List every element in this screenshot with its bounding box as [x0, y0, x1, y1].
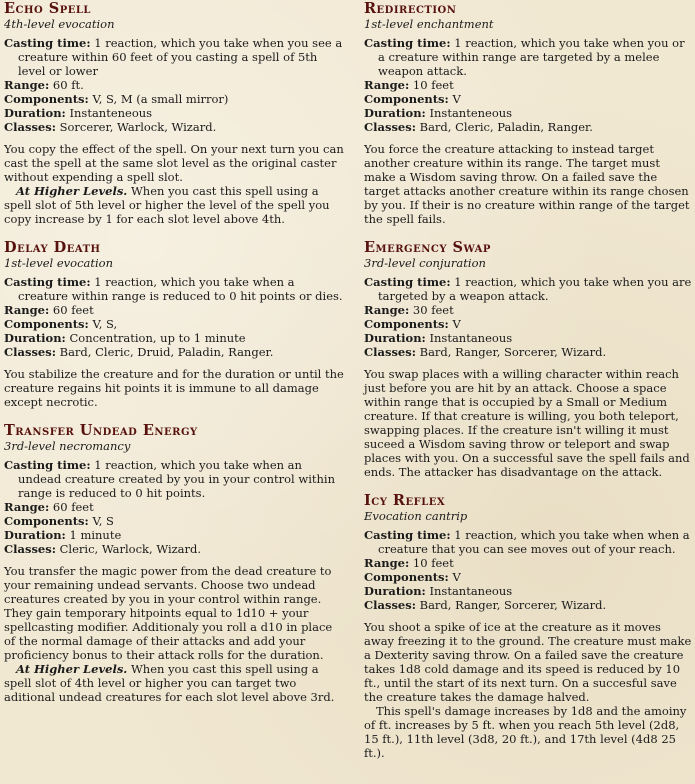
spell-transfer-undead-energy	[4, 423, 344, 704]
spell-level: 4th-level evocation	[4, 17, 115, 31]
right-column	[364, 1, 694, 774]
duration-label: Duration:	[364, 584, 426, 598]
classes-value: Sorcerer, Warlock, Wizard.	[59, 120, 217, 134]
spell-description	[364, 142, 694, 226]
range	[364, 78, 694, 92]
range	[364, 303, 694, 317]
description-paragraph: You transfer the magic power from the dead creature to your remaining undead servants. Choose two undead creatures created by you in your control within range. They gain temporary hitpoints equal to 1d10 + your spellcasting modifier. Additionaly you roll a d10 in place of the normal damage of their attacks and add your proficiency bonus to their attack rolls for the duration.	[4, 564, 333, 662]
casting-time	[4, 458, 344, 500]
cantrip-scaling-paragraph: This spell's damage increases by 1d8 and the amoiny of ft. increases by 5 ft. when you reach 5th level (2d8, 15 ft.), 11th level (3d8, 20 ft.), and 17th level (4d8 25 ft.).	[364, 704, 687, 760]
classes	[364, 120, 694, 134]
range-value: 60 feet	[52, 500, 94, 514]
range-value: 10 feet	[412, 556, 454, 570]
casting-time-value: 1 reaction, which you take when you see a creature within 60 feet of you casting a spell of 5th level or lower	[18, 36, 343, 78]
casting-time-label: Casting time:	[364, 36, 451, 50]
spell-level: 3rd-level necromancy	[4, 439, 131, 453]
spell-name: Icy Reflex	[364, 492, 446, 509]
casting-time	[4, 36, 344, 78]
spell-level: Evocation cantrip	[364, 509, 468, 523]
higher-levels-paragraph	[4, 184, 344, 226]
spell-level: 3rd-level conjuration	[364, 256, 486, 270]
duration	[4, 528, 344, 542]
components	[4, 317, 344, 331]
duration-value: Instanteneous	[429, 106, 513, 120]
duration-label: Duration:	[4, 528, 66, 542]
classes-value: Bard, Cleric, Paladin, Ranger.	[419, 120, 593, 134]
range-label: Range:	[364, 78, 410, 92]
spell-name: Transfer Undead Energy	[4, 422, 198, 439]
components	[4, 514, 344, 528]
range-label: Range:	[4, 303, 50, 317]
components-label: Components:	[4, 317, 89, 331]
spell-redirection	[364, 1, 694, 226]
higher-levels-paragraph	[4, 662, 344, 704]
range-label: Range:	[4, 78, 50, 92]
casting-time-label: Casting time:	[364, 275, 451, 289]
spell-description	[364, 367, 694, 479]
classes-value: Bard, Ranger, Sorcerer, Wizard.	[419, 345, 607, 359]
components-value: V, S, M (a small mirror)	[92, 92, 229, 106]
spell-name: Delay Death	[4, 239, 101, 256]
spell-echo-spell	[4, 1, 344, 226]
description-paragraph: You shoot a spike of ice at the creature as it moves away freezing it to the ground. The creature must make a Dexterity saving throw. On a failed save the creature takes 1d8 cold damage and its speed is reduced by 10 ft., until the start of its next turn. On a succesful save the creature takes the damage halved.	[364, 620, 692, 704]
spell-emergency-swap	[364, 240, 694, 479]
left-column	[4, 1, 344, 718]
spell-name: Emergency Swap	[364, 239, 491, 256]
classes	[4, 345, 344, 359]
range-label: Range:	[364, 556, 410, 570]
classes-label: Classes:	[4, 542, 56, 556]
classes-label: Classes:	[4, 120, 56, 134]
classes	[4, 120, 344, 134]
casting-time-value: 1 reaction, which you take when you or a creature within range are targeted by a melee weapon attack.	[378, 36, 685, 78]
higher-levels-text: When you cast this spell using a spell slot of 5th level or higher the level of the spell you copy increase by 1 for each slot level above 4th.	[4, 184, 330, 226]
description-paragraph: You force the creature attacking to instead target another creature within its range. The target must make a Wisdom saving throw. On a failed save the target attacks another creature within its range chosen by you. If their is no creature within range of the target the spell fails.	[364, 142, 690, 226]
casting-time-value: 1 reaction, which you take when a creature within range is reduced to 0 hit points or dies.	[18, 275, 343, 303]
duration	[4, 331, 344, 345]
classes-value: Bard, Ranger, Sorcerer, Wizard.	[419, 598, 607, 612]
components	[364, 317, 694, 331]
casting-time-label: Casting time:	[4, 275, 91, 289]
classes	[364, 345, 694, 359]
components-value: V, S	[92, 514, 114, 528]
range-label: Range:	[4, 500, 50, 514]
duration-label: Duration:	[364, 331, 426, 345]
spell-level: 1st-level enchantment	[364, 17, 494, 31]
higher-levels-label: At Higher Levels.	[16, 662, 128, 676]
range	[364, 556, 694, 570]
components	[364, 570, 694, 584]
components-label: Components:	[364, 92, 449, 106]
duration	[4, 106, 344, 120]
casting-time-label: Casting time:	[364, 528, 451, 542]
duration	[364, 584, 694, 598]
components	[4, 92, 344, 106]
components-value: V	[452, 570, 461, 584]
range	[4, 78, 344, 92]
spell-name: Redirection	[364, 0, 457, 17]
components-label: Components:	[4, 92, 89, 106]
classes-value: Cleric, Warlock, Wizard.	[59, 542, 202, 556]
casting-time	[364, 528, 694, 556]
components-label: Components:	[364, 317, 449, 331]
description-paragraph: You stabilize the creature and for the duration or until the creature regains hit points it is immune to all damage except necrotic.	[4, 367, 344, 409]
classes-label: Classes:	[4, 345, 56, 359]
description-paragraph: You copy the effect of the spell. On your next turn you can cast the spell at the same slot level as the original caster without expending a spell slot.	[4, 142, 344, 184]
spell-description	[4, 142, 344, 226]
spell-description	[364, 620, 694, 760]
classes-label: Classes:	[364, 345, 416, 359]
casting-time	[4, 275, 344, 303]
duration-value: Instanteneous	[69, 106, 153, 120]
components-value: V, S,	[92, 317, 118, 331]
duration-value: Concentration, up to 1 minute	[69, 331, 246, 345]
higher-levels-label: At Higher Levels.	[16, 184, 128, 198]
duration-value: 1 minute	[69, 528, 122, 542]
components-value: V	[452, 92, 461, 106]
components-label: Components:	[364, 570, 449, 584]
spell-icy-reflex	[364, 493, 694, 760]
spell-level: 1st-level evocation	[4, 256, 113, 270]
range-label: Range:	[364, 303, 410, 317]
spell-delay-death	[4, 240, 344, 409]
spell-name: Echo Spell	[4, 0, 91, 17]
duration-value: Instantaneous	[429, 331, 513, 345]
range	[4, 500, 344, 514]
duration-value: Instantaneous	[429, 584, 513, 598]
casting-time	[364, 275, 694, 303]
components-label: Components:	[4, 514, 89, 528]
range-value: 10 feet	[412, 78, 454, 92]
casting-time-value: 1 reaction, which you take when you are targeted by a weapon attack.	[378, 275, 692, 303]
duration-label: Duration:	[4, 331, 66, 345]
classes	[364, 598, 694, 612]
duration	[364, 106, 694, 120]
duration-label: Duration:	[364, 106, 426, 120]
casting-time-label: Casting time:	[4, 36, 91, 50]
range-value: 30 feet	[412, 303, 454, 317]
casting-time-label: Casting time:	[4, 458, 91, 472]
classes	[4, 542, 344, 556]
classes-label: Classes:	[364, 120, 416, 134]
casting-time-value: 1 reaction, which you take when an undead creature created by you in your control within range is reduced to 0 hit points.	[18, 458, 335, 500]
higher-levels-text: When you cast this spell using a spell slot of 4th level or higher you can target two aditional undead creatures for each slot level above 3rd.	[4, 662, 335, 704]
duration-label: Duration:	[4, 106, 66, 120]
duration	[364, 331, 694, 345]
range	[4, 303, 344, 317]
components-value: V	[452, 317, 461, 331]
classes-value: Bard, Cleric, Druid, Paladin, Ranger.	[59, 345, 274, 359]
classes-label: Classes:	[364, 598, 416, 612]
range-value: 60 feet	[52, 303, 94, 317]
spell-description	[4, 367, 344, 409]
spell-description	[4, 564, 344, 704]
casting-time-value: 1 reaction, which you take when when a creature that you can see moves out of your reach.	[378, 528, 690, 556]
range-value: 60 ft.	[52, 78, 84, 92]
components	[364, 92, 694, 106]
description-paragraph: You swap places with a willing character within reach just before you are hit by an attack. Choose a space within range that is occupied by a Small or Medium creature. If that creature is willing, you both teleport, swapping places. If the creature isn't willing it must suceed a Wisdom saving throw or teleport and swap places with you. On a successful save the spell fails and ends. The attacker has disadvantage on the attack.	[364, 367, 690, 479]
casting-time	[364, 36, 694, 78]
